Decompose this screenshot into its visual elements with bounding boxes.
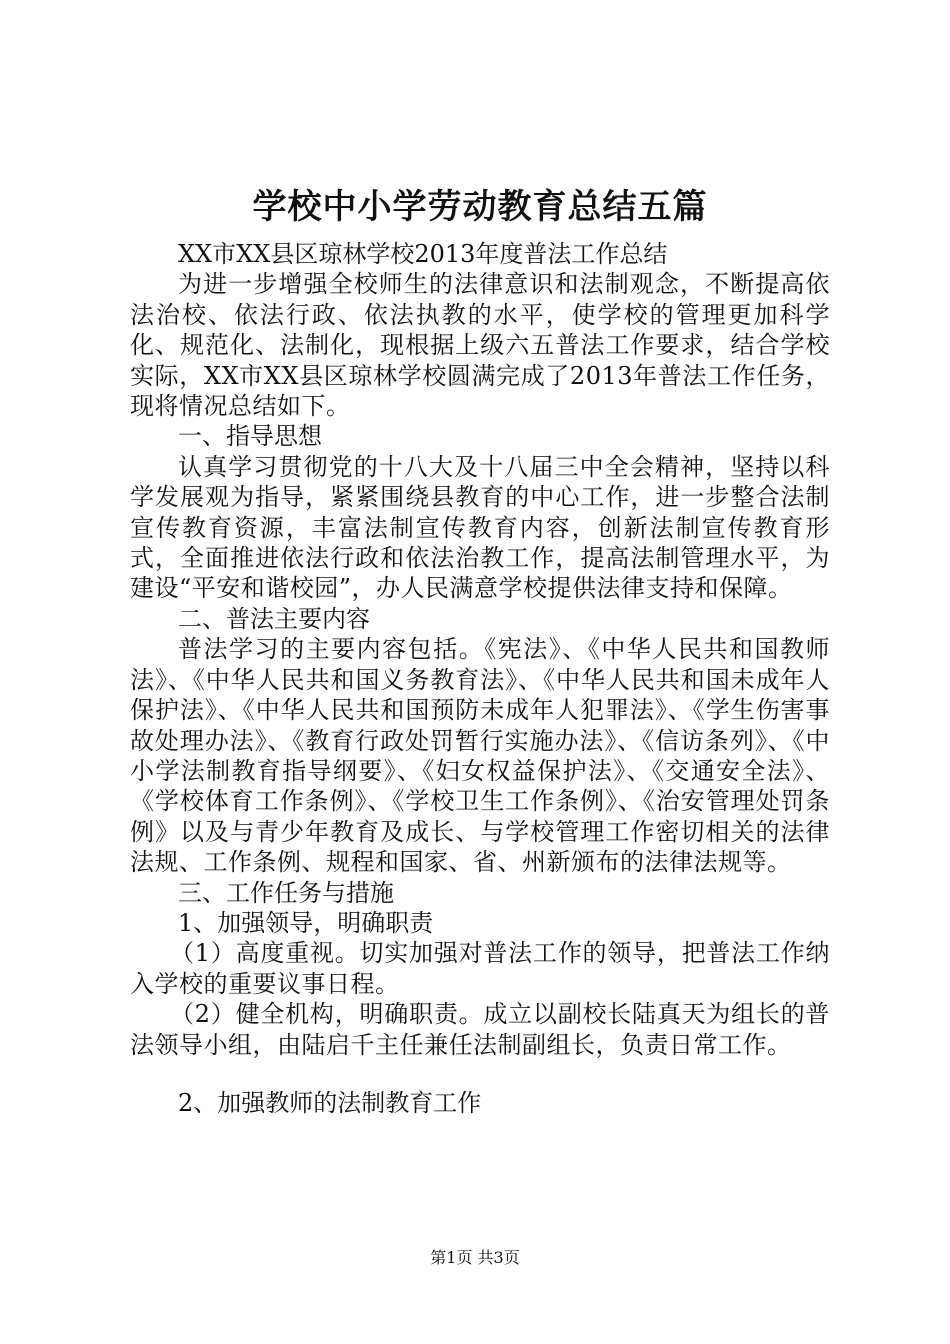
document-title: 学校中小学劳动教育总结五篇 [252,187,708,227]
list-item-high-priority: （1）高度重视。切实加强对普法工作的领导，把普法工作纳入学校的重要议事日程。 [130,939,830,998]
list-item-organization: （2）健全机构，明确职责。成立以副校长陆真天为组长的普法领导小组，由陆启千主任兼任法制副组长，负责日常工作。 [130,1000,830,1059]
intro-paragraph: 为进一步增强全校师生的法律意识和法制观念，不断提高依法治校、依法行政、依法执教的水平，使学校的管理更加科学化、规范化、法制化，现根据上级六五普法工作要求，结合学校实际，XX市XX县区琼林学校圆满完成了2013年普法工作任务，现将情况总结如下。 [130,270,830,421]
subsection-heading-leadership: 1、加强领导，明确职责 [178,908,434,937]
section-heading-guiding-ideology: 一、指导思想 [178,422,322,451]
subsection-heading-teacher-education: 2、加强教师的法制教育工作 [178,1088,482,1117]
page-footer: 第1页 共3页 [430,1248,520,1267]
section-body-main-content: 普法学习的主要内容包括。《宪法》、《中华人民共和国教师法》、《中华人民共和国义务教育法》、《中华人民共和国未成年人保护法》、《中华人民共和国预防未成年人犯罪法》、《学生伤害事故处理办法》、《教育行政处罚暂行实施办法》、《信访条列》、《中小学法制教育指导纲要》、《妇女权益保护法》、《交通安全法》、《学校体育工作条例》、《学校卫生工作条例》、《治安管理处罚条例》以及与青少年教育及成长、与学校管理工作密切相关的法律法规、工作条例、规程和国家、省、州新颁布的法律法规等。 [130,635,830,877]
document-subtitle: XX市XX县区琼林学校2013年度普法工作总结 [178,240,668,268]
section-heading-main-content: 二、普法主要内容 [178,604,370,633]
document-body [130,183,830,1118]
paragraph-gap [130,1060,830,1088]
section-body-guiding-ideology: 认真学习贯彻党的十八大及十八届三中全会精神，坚持以科学发展观为指导，紧紧围绕县教育的中心工作，进一步整合法制宣传教育资源，丰富法制宣传教育内容，创新法制宣传教育形式，全面推进依法行政和依法治教工作，提高法制管理水平，为建设“平安和谐校园”，办人民满意学校提供法律支持和保障。 [130,452,830,603]
section-heading-tasks-measures: 三、工作任务与措施 [178,878,394,907]
